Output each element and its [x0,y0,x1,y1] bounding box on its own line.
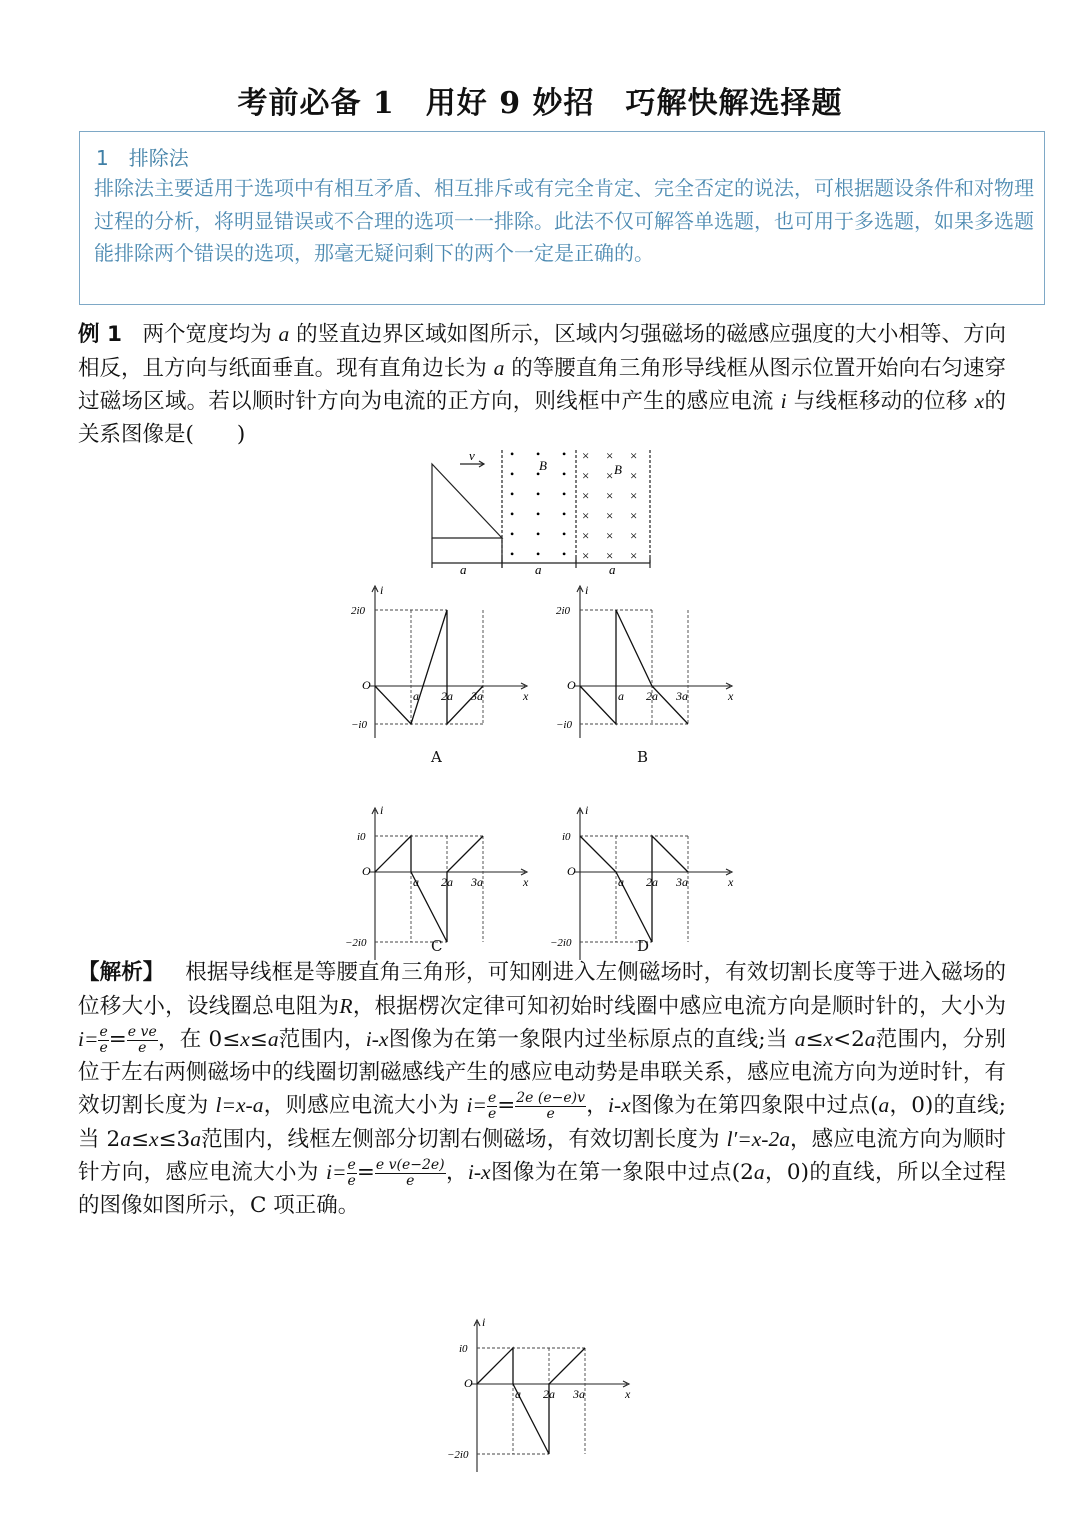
y-tick-label: −2i0 [550,937,572,949]
svg-text:a: a [460,562,467,577]
field-cross: × [582,508,590,523]
svg-text:a: a [609,562,616,577]
field-dot: • [510,447,515,461]
velocity-label: v [469,448,475,463]
method-text: 排除法主要适用于选项中有相互矛盾、相互排斥或有完全肯定、完全否定的说法，可根据题设条件和对物理过程的分析，将明显错误或不合理的选项一一排除。此法不仅可解答单选题，也可用于多选题，如果多选题能排除两个错误的选项，那毫无疑问剩下的两个一定是正确的。 [94,176,1034,265]
tick-label: 2a [441,875,453,889]
y-tick-label: i0 [459,1343,468,1355]
field-cross: × [582,468,590,483]
graph-solution [447,1276,642,1461]
field-dot: • [536,507,541,521]
analysis-label: 【解析】 [78,960,165,985]
tick-label: a [618,689,624,703]
field-dot: • [510,467,515,481]
field-cross: × [630,548,638,563]
field-crosses [582,448,637,563]
series-line [580,836,688,942]
field-dot: • [536,467,541,481]
origin-label: O [464,1376,473,1390]
field-dot: • [562,487,567,501]
tick-label: a [618,875,624,889]
field-cross: × [582,548,590,563]
page-title: 考前必备 1 用好 9 妙招 巧解快解选择题 [237,86,843,121]
graph-d [550,764,745,949]
b-label-left: B [539,458,547,473]
field-dot: • [510,507,515,521]
method-heading: 1 排除法 [96,146,189,170]
origin-label: O [567,678,576,692]
tick-label: 3a [471,875,483,889]
graph-c [345,764,540,949]
field-cross: × [606,548,614,563]
tick-label: 3a [676,689,688,703]
option-label-c: C [431,937,443,955]
option-label-a: A [431,748,442,766]
field-dot: • [536,487,541,501]
x-axis-label: x [523,875,529,889]
x-axis-label: x [523,689,529,703]
tick-label: a [413,875,419,889]
series-line [375,836,483,942]
y-axis-label: i [380,803,384,817]
tick-label: 3a [471,689,483,703]
y-tick-label: −i0 [556,719,572,731]
tick-label: 2a [441,689,453,703]
field-cross: × [630,508,638,523]
tick-label: a [515,1387,521,1401]
field-cross: × [630,468,638,483]
example-question: 例 1 两个宽度均为 a 的竖直边界区域如图所示，区域内匀强磁场的磁感应强度的大小相等、方向相反，且方向与纸面垂直。现有直角边长为 a 的等腰直角三角形导线框从图示位置开始向右匀速穿过磁场区域。若以顺时针方向为电流的正方向，则线框中产生的感应电流 i 与线框移动的位移 x的关系图像是( ) [78,322,1006,447]
y-tick-label: −i0 [351,719,367,731]
y-tick-label: i0 [357,831,366,843]
option-label-d: D [637,937,650,955]
field-cross: × [606,528,614,543]
tick-label: a [413,689,419,703]
graph-b [555,578,745,738]
field-cross: × [630,448,638,463]
option-label-b: B [637,748,649,766]
b-label-right: B [614,462,622,477]
series-line [375,610,483,724]
x-axis-label: x [625,1387,631,1401]
graph-a [350,578,540,738]
field-cross: × [606,488,614,503]
y-tick-label: −2i0 [345,937,367,949]
origin-label: O [567,864,576,878]
field-cross: × [582,488,590,503]
y-tick-label: 2i0 [351,605,366,617]
tick-label: 2a [646,875,658,889]
x-axis-label: x [728,689,734,703]
tick-label: 2a [543,1387,555,1401]
x-axis-label: x [728,875,734,889]
field-cross: × [582,528,590,543]
origin-label: O [362,864,371,878]
y-axis-label: i [482,1315,486,1329]
svg-text:a: a [535,562,542,577]
example-label: 例 1 [78,322,122,347]
series-line [580,610,688,724]
origin-label: O [362,678,371,692]
field-cross: × [606,448,614,463]
field-cross: × [630,488,638,503]
y-tick-label: 2i0 [556,605,571,617]
y-axis-label: i [585,583,589,597]
tick-label: 3a [573,1387,585,1401]
field-dot: • [510,527,515,541]
y-axis-label: i [585,803,589,817]
field-dot: • [562,527,567,541]
field-dot: • [562,547,567,561]
tick-label: 2a [646,689,658,703]
field-cross: × [606,508,614,523]
field-dot: • [536,447,541,461]
field-cross: × [606,468,614,483]
series-line [477,1348,585,1454]
y-tick-label: −2i0 [447,1449,469,1461]
y-tick-label: i0 [562,831,571,843]
field-cross: × [582,448,590,463]
field-dot: • [562,507,567,521]
tick-label: 3a [676,875,688,889]
field-dot: • [510,487,515,501]
field-figure [424,446,684,576]
y-axis-label: i [380,583,384,597]
analysis-text: 【解析】 根据导线框是等腰直角三角形，可知刚进入左侧磁场时，有效切割长度等于进入磁场的位移大小，设线圈总电阻为R，根据楞次定律可知初始时线圈中感应电流方向是顺时针的，大小为i= $\frac{e}{e}$ = $\frac{\text{e ve}}{e}$ ，在 0≤x≤a范围内，i-x图像为在第一象限内过坐标原点的直线;当 a≤x<2a范围内，分别位于左右两侧磁场中的线圈切割磁感线产生的感应电动势是串联关系，感应电流方向为逆时针，有效切割长度为 l=x-a，则感应电流大小为 i= $\frac{e}{e}$ = $\frac{2e (e-e)v}{e}$ ，i-x图像为在第四象限中过点(a，0)的直线;当 2a≤x≤3a范围内，线框左侧部分切割右侧磁场，有效切割长度为 l′=x-2a，感应电流方向为顺时针方向，感应电流大小为 i= $\frac{e}{e}$ = $\frac{\text{e v(e−2e)}}{e}$ ，i-x图像为在第一象限中过点(2a，0)的直线，所以全过程的图像如图所示，C 项正确。 [78,960,1006,1218]
field-dot: • [536,527,541,541]
field-dot: • [510,547,515,561]
field-dot: • [562,467,567,481]
method-box [79,131,1045,305]
triangle-frame [432,464,502,538]
field-cross: × [630,528,638,543]
field-dot: • [536,547,541,561]
field-dot: • [562,447,567,461]
